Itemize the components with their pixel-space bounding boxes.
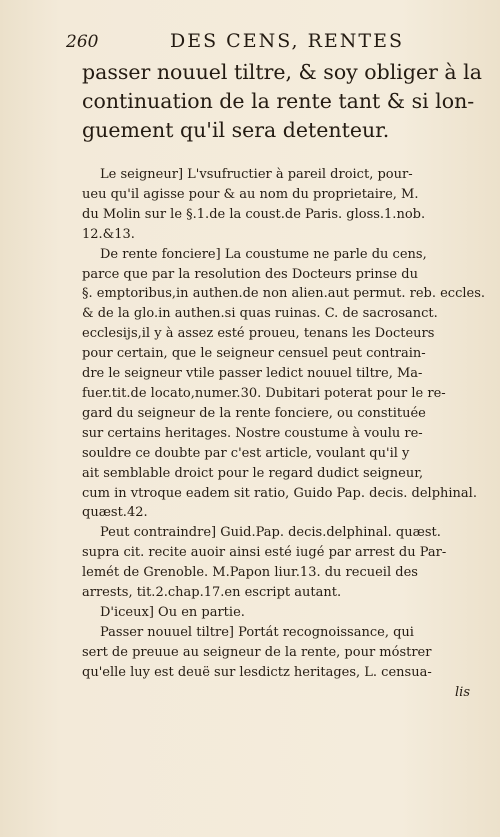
commentary-text	[82, 165, 486, 702]
lead-text	[82, 58, 482, 145]
lead-line: passer nouuel tiltre, & soy obliger à la	[82, 60, 482, 84]
folio-number: 260	[66, 32, 99, 52]
text-line: supra cit. recite auoir ainsi esté iugé par arrest du Par-	[82, 545, 447, 561]
para-diceux	[82, 603, 474, 623]
text-line: De rente fonciere] La coustume ne parle du cens,	[100, 246, 427, 262]
text-line: fuer.tit.de locato,numer.30. Dubitari poterat pour le re-	[82, 385, 446, 401]
text-line: Peut contraindre] Guid.Pap. decis.delphinal. quæst.	[100, 525, 441, 541]
text-line: pour certain, que le seigneur censuel peut contrain-	[82, 346, 426, 362]
text-line: sert de preuue au seigneur de la rente, pour móstrer	[82, 644, 432, 660]
text-line: & de la glo.in authen.si quas ruinas. C. de sacrosanct.	[82, 306, 438, 322]
text-line: 12.&13.	[82, 226, 135, 242]
page-header	[66, 30, 466, 54]
text-line: quæst.42.	[82, 505, 148, 521]
text-line: D'iceux] Ou en partie.	[100, 604, 245, 620]
para-de-rente-fonciere	[82, 245, 486, 524]
text-line: lemét de Grenoble. M.Papon liur.13. du recueil des	[82, 565, 418, 581]
text-line: ait semblable droict pour le regard dudict seigneur,	[82, 465, 424, 481]
text-line: gard du seigneur de la rente fonciere, ou constituée	[82, 405, 426, 421]
text-line: §. emptoribus,in authen.de non alien.aut permut. reb. eccles.	[82, 286, 486, 302]
lead-line: guement qu'il sera detenteur.	[82, 118, 390, 142]
text-line: souldre ce doubte par c'est article, voulant qu'il y	[82, 445, 410, 461]
text-line: ecclesijs,il y à assez esté proueu, tenans les Docteurs	[82, 326, 435, 342]
para-le-seigneur	[82, 165, 474, 245]
running-head: DES CENS, RENTES	[170, 30, 404, 52]
text-line: cum in vtroque eadem sit ratio, Guido Pap. decis. delphinal.	[82, 485, 477, 501]
text-line: Le seigneur] L'vsufructier à pareil droict, pour-	[100, 167, 413, 182]
text-line: parce que par la resolution des Docteurs prinse du	[82, 266, 418, 282]
text-line: sur certains heritages. Nostre coustume à voulu re-	[82, 425, 423, 441]
lead-line: continuation de la rente tant & si lon-	[82, 89, 475, 113]
text-line: du Molin sur le §.1.de la coust.de Paris. gloss.1.nob.	[82, 206, 426, 222]
text-line: ueu qu'il agisse pour & au nom du proprietaire, M.	[82, 186, 419, 202]
text-line: qu'elle luy est deuë sur lesdictz heritages, L. censua-	[82, 664, 432, 680]
para-peut-contraindre	[82, 523, 474, 603]
para-passer-nouuel-tiltre	[82, 623, 474, 703]
text-line: Passer nouuel tiltre] Portát recognoissance, qui	[100, 624, 414, 640]
text-line: arrests, tit.2.chap.17.en escript autant.	[82, 585, 342, 601]
text-line: lis	[455, 684, 470, 700]
text-line: dre le seigneur vtile passer ledict nouuel tiltre, Ma-	[82, 366, 423, 382]
